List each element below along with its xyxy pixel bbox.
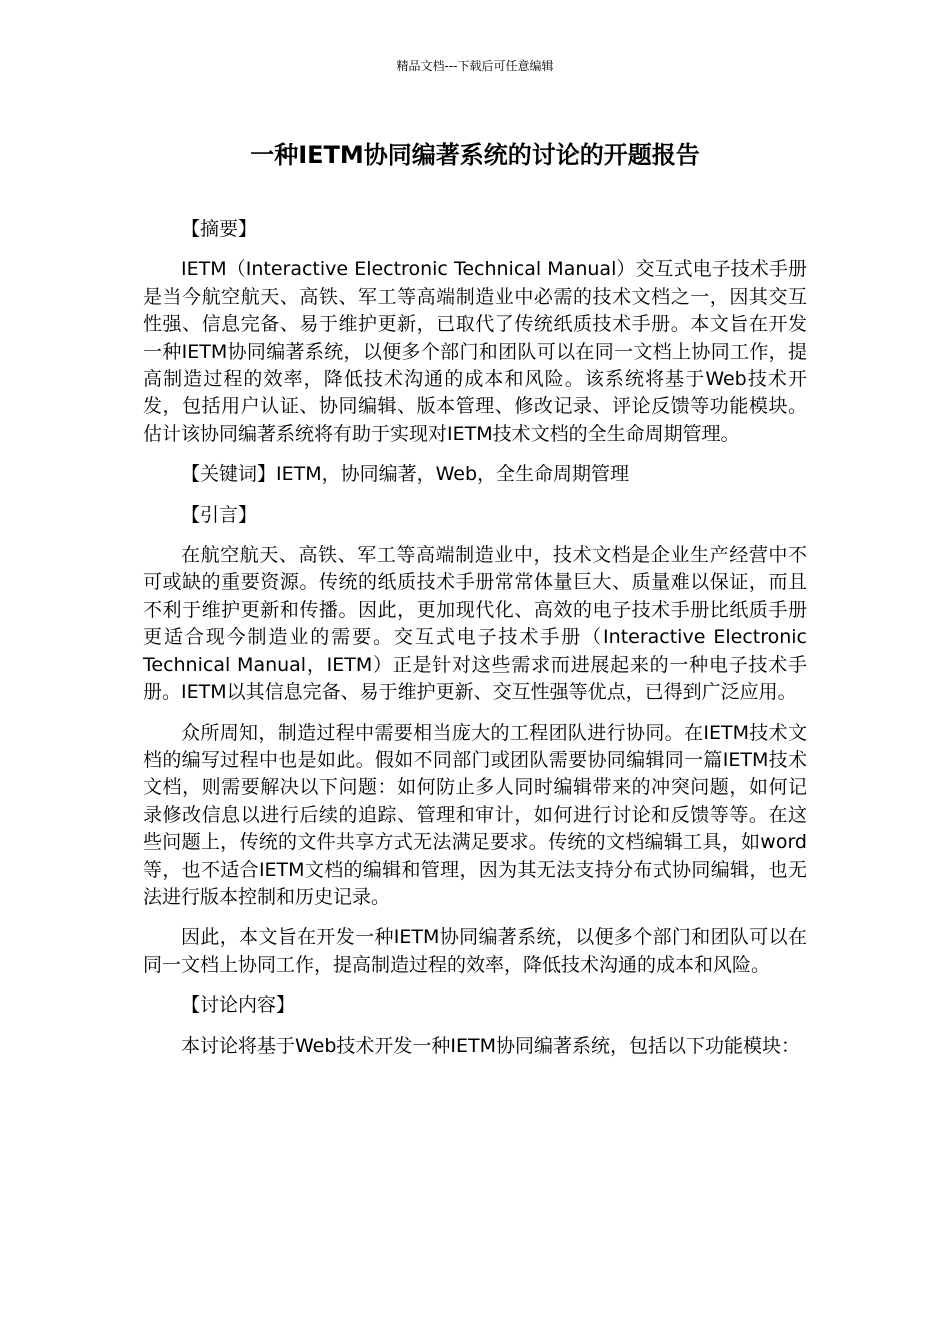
document-body (143, 216, 807, 1073)
introduction-paragraph-3: 因此，本文旨在开发一种IETM协同编著系统，以便多个部门和团队可以在同一文档上协同工作，提高制造过程的效率，降低技术沟通的成本和风险。 (143, 926, 807, 976)
introduction-heading: 【引言】 (181, 503, 258, 526)
discussion-content-heading: 【讨论内容】 (181, 994, 296, 1017)
keywords-line: 【关键词】IETM，协同编著，Web，全生命周期管理 (181, 463, 630, 486)
header-note: 精品文档---下载后可任意编辑 (396, 59, 554, 73)
discussion-content-paragraph: 本讨论将基于Web技术开发一种IETM协同编著系统，包括以下功能模块： (181, 1034, 801, 1057)
document-title: 一种IETM协同编著系统的讨论的开题报告 (250, 141, 700, 169)
abstract-heading: 【摘要】 (181, 218, 258, 240)
abstract-paragraph: IETM（Interactive Electronic Technical Manual）交互式电子技术手册是当今航空航天、高铁、军工等高端制造业中必需的技术文档之一，因其交互性强、信息完备、易于维护更新，已取代了传统纸质技术手册。本文旨在开发一种IETM协同编著系统，以便多个部门和团队可以在同一文档上协同工作，提高制造过程的效率，降低技术沟通的成本和风险。该系统将基于Web技术开发，包括用户认证、协同编辑、版本管理、修改记录、评论反馈等功能模块。估计该协同编著系统将有助于实现对IETM技术文档的全生命周期管理。 (143, 258, 807, 445)
introduction-paragraph-1: 在航空航天、高铁、军工等高端制造业中，技术文档是企业生产经营中不可或缺的重要资源。传统的纸质技术手册常常体量巨大、质量难以保证，而且不利于维护更新和传播。因此，更加现代化、高效的电子技术手册比纸质手册更适合现今制造业的需要。交互式电子技术手册（Interactive Electronic Technical Manual，IETM）正是针对这些需求而进展起来的一种电子技术手册。IETM以其信息完备、易于维护更新、交互性强等优点，已得到广泛应用。 (143, 544, 807, 704)
introduction-paragraph-2: 众所周知，制造过程中需要相当庞大的工程团队进行协同。在IETM技术文档的编写过程中也是如此。假如不同部门或团队需要协同编辑同一篇IETM技术文档，则需要解决以下问题：如何防止多人同时编辑带来的冲突问题，如何记录修改信息以进行后续的追踪、管理和审计，如何进行讨论和反馈等等。在这些问题上，传统的文件共享方式无法满足要求。传统的文档编辑工具，如word等，也不适合IETM文档的编辑和管理，因为其无法支持分布式协同编辑，也无法进行版本控制和历史记录。 (143, 721, 807, 908)
